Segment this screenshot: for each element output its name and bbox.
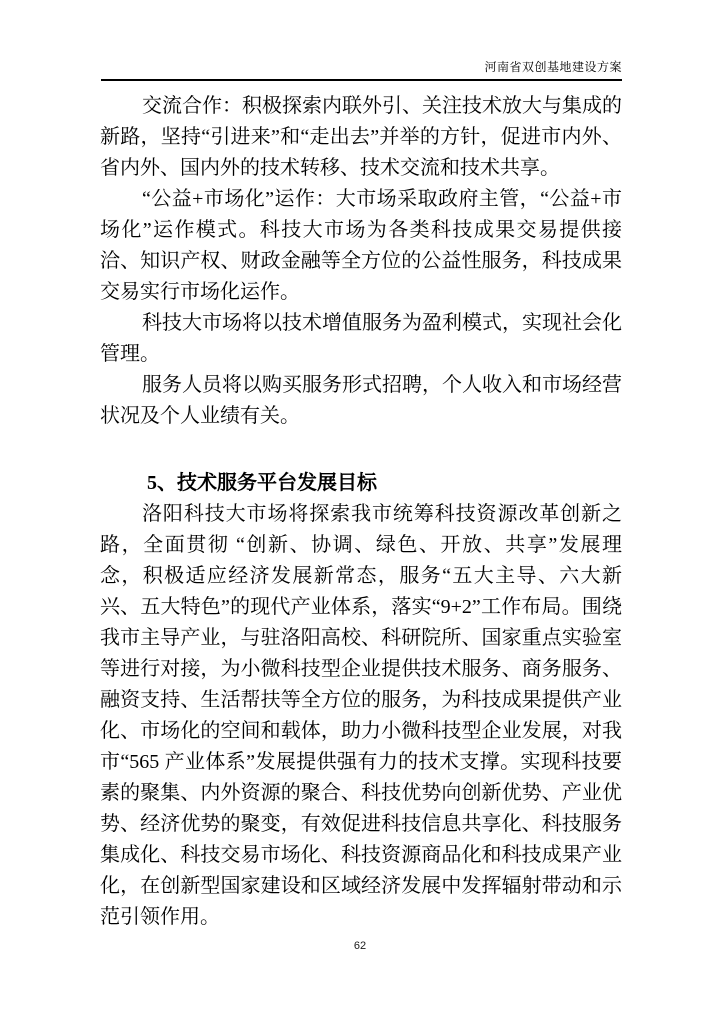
paragraph-public-welfare-market-operation: “公益+市场化”运作：大市场采取政府主管，“公益+市场化”运作模式。科技大市场为各类科技成果交易提供接洽、知识产权、财政金融等全方位的公益性服务，科技成果交易实行市场化运作。 [100, 188, 622, 303]
page-number: 62 [353, 940, 367, 952]
paragraph-exchange-cooperation: 交流合作：积极探索内联外引、关注技术放大与集成的新路，坚持“引进来”和“走出去”并举的方针，促进市内外、省内外、国内外的技术转移、技术交流和技术共享。 [100, 95, 622, 179]
doc-title: 河南省双创基地建设方案 [484, 60, 622, 74]
paragraph-profit-model: 科技大市场将以技术增值服务为盈利模式，实现社会化管理。 [100, 312, 622, 365]
document-body [100, 91, 622, 933]
paragraph-service-staff: 服务人员将以购买服务形式招聘，个人收入和市场经营状况及个人业绩有关。 [100, 374, 622, 427]
page-footer [0, 936, 720, 954]
section-heading-platform-development-goals: 5、技术服务平台发展目标 [147, 472, 377, 494]
page-header [100, 58, 622, 76]
paragraph-development-goals: 洛阳科技大市场将探索我市统筹科技资源改革创新之路，全面贯彻 “创新、协调、绿色、开放、共享”发展理念，积极适应经济发展新常态，服务“五大主导、六大新兴、五大特色”的现代产业体系，落实“9+2”工作布局。围绕我市主导产业，与驻洛阳高校、科研院所、国家重点实验室等进行对接，为小微科技型企业提供技术服务、商务服务、融资支持、生活帮扶等全方位的服务，为科技成果提供产业化、市场化的空间和载体，助力小微科技型企业发展，对我市“565 产业体系”发展提供强有力的技术支撑。实现科技要素的聚集、内外资源的聚合、科技优势向创新优势、产业优势、经济优势的聚变，有效促进科技信息共享化、科技服务集成化、科技交易市场化、科技资源商品化和科技成果产业化，在创新型国家建设和区域经济发展中发挥辐射带动和示范引领作用。 [100, 503, 622, 928]
header-rule [101, 79, 622, 81]
